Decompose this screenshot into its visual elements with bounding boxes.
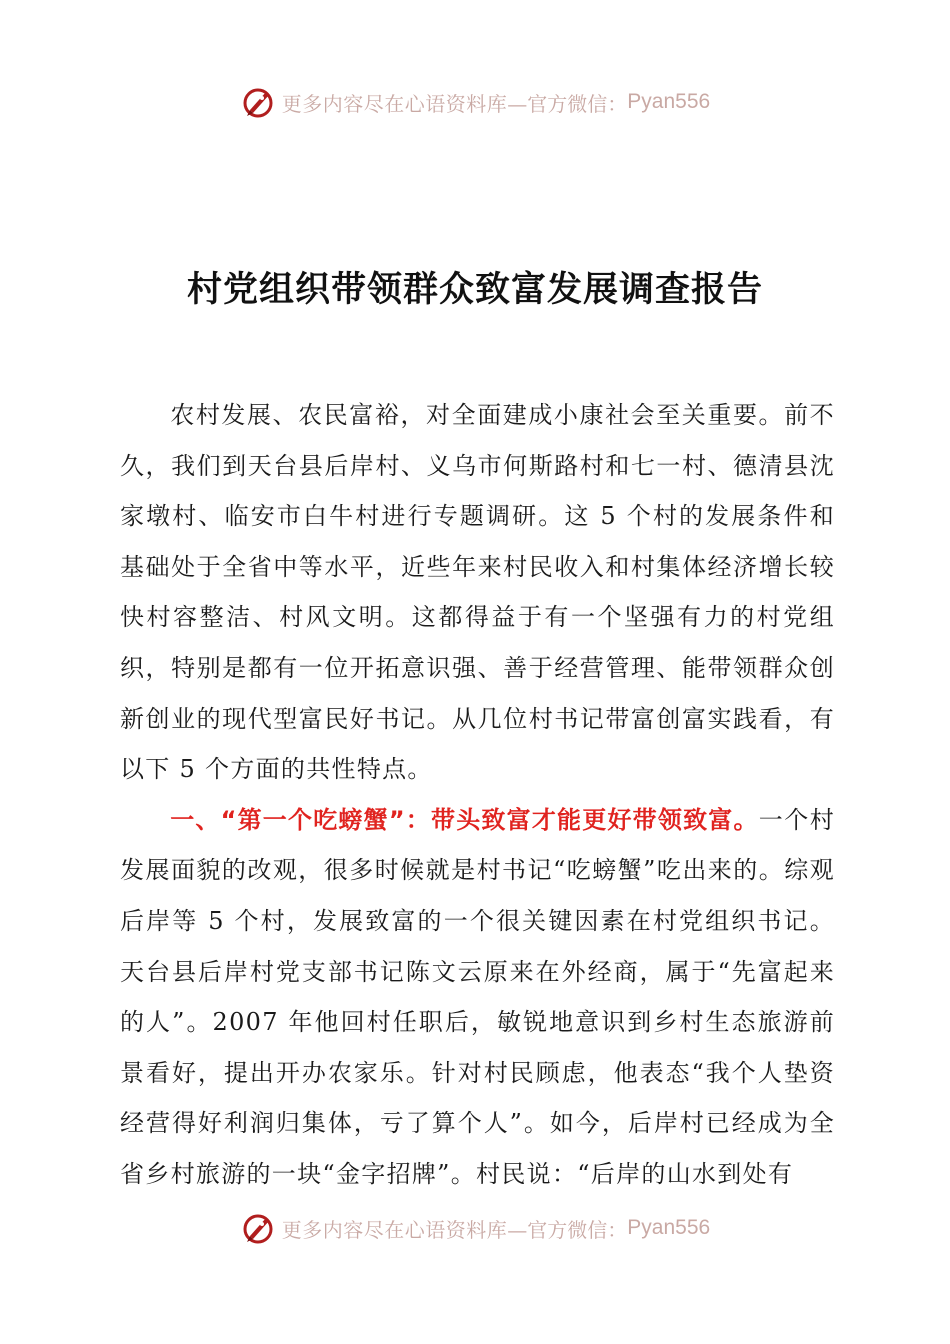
document-title: 村党组织带领群众致富发展调查报告 — [186, 269, 763, 310]
section-one-body: 一个村发展面貌的改观，很多时候就是村书记“吃螃蟹”吃出来的。综观后岸等 5 个村，发展致富的一个很关键因素在村党组织书记。天台县后岸村党支部书记陈文云原来在外经商，属于“先富起来的人”。2007 年他回村任职后，敏锐地意识到乡村生态旅游前景看好，提出开办农家乐。针对村民顾虑，他表态“我个人垫资经营得好利润归集体，亏了算个人”。如今，后岸村已经成为全省乡村旅游的一块“金字招牌”。村民说：“后岸的山水到处有 — [120, 805, 835, 1188]
banner-wechat-id: Pyan556 — [627, 90, 711, 113]
banner-contact-label: —官方微信： — [507, 91, 628, 116]
header-banner — [0, 82, 950, 122]
banner-text: 更多内容尽在心语资料库 — [281, 1217, 508, 1242]
section-one-paragraph — [120, 795, 835, 1200]
document-body — [120, 390, 835, 1200]
banner-contact-label: —官方微信： — [507, 1217, 628, 1242]
pen-logo-icon — [240, 84, 276, 120]
banner-text: 更多内容尽在心语资料库 — [281, 91, 508, 116]
intro-paragraph-text: 农村发展、农民富裕，对全面建成小康社会至关重要。前不久，我们到天台县后岸村、义乌市何斯路村和七一村、德清县沈家墩村、临安市白牛村进行专题调研。这 5 个村的发展条件和基础处于全省中等水平，近些年来村民收入和村集体经济增长较快村容整洁、村风文明。这都得益于有一个坚强有力的村党组织，特别是都有一位开拓意识强、善于经营管理、能带领群众创新创业的现代型富民好书记。从几位村书记带富创富实践看，有以下 5 个方面的共性特点。 — [120, 401, 835, 784]
banner-wechat-id: Pyan556 — [627, 1216, 711, 1239]
footer-banner — [0, 1208, 950, 1248]
intro-paragraph — [120, 390, 835, 795]
pen-logo-icon — [240, 1210, 276, 1246]
section-one-heading: 一、“第一个吃螃蟹”：带头致富才能更好带领致富。 — [170, 805, 759, 834]
